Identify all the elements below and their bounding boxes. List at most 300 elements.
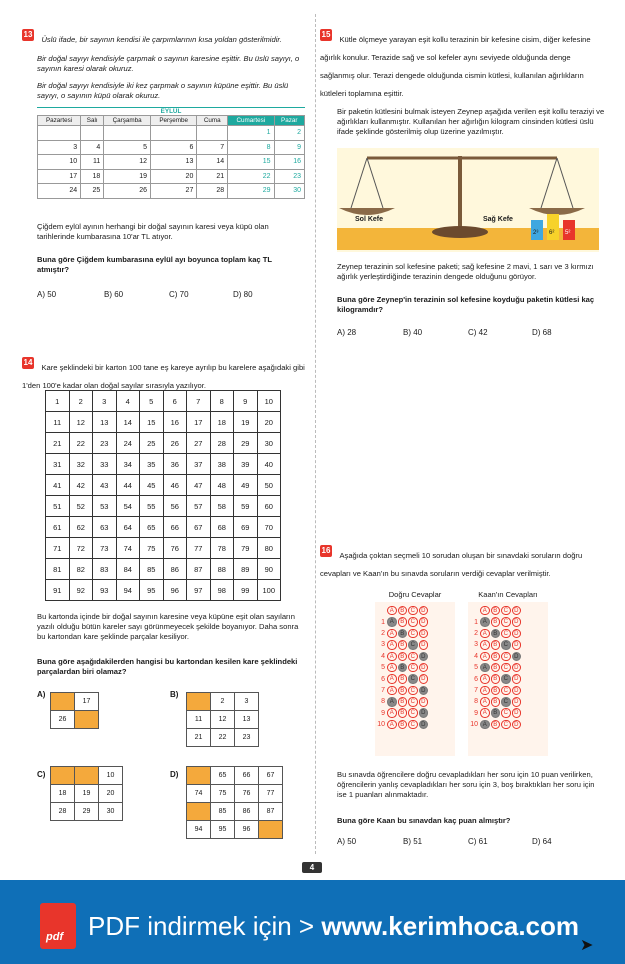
answer-bubble: C [501, 617, 511, 627]
piece-cell: 29 [75, 803, 99, 821]
calendar-day-header: Salı [81, 116, 104, 126]
calendar-cell: 25 [81, 184, 104, 199]
answer-bubble: B [491, 640, 501, 650]
grid-cell: 75 [140, 538, 164, 559]
footer-url[interactable]: www.kerimhoca.com [321, 911, 580, 941]
answer-bubble: B [398, 686, 408, 696]
grid-cell: 13 [93, 412, 117, 433]
answer-row-number: 6 [474, 675, 478, 683]
answer-row [373, 628, 443, 639]
balance-scale-icon [337, 148, 599, 252]
grid-cell: 23 [93, 433, 117, 454]
calendar-cell [151, 126, 197, 141]
cursor-icon: ➤ [580, 937, 594, 954]
grid-cell: 29 [234, 433, 258, 454]
q16-block [320, 545, 605, 581]
answer-bubble: C [501, 686, 511, 696]
answer-bubble: D [512, 697, 522, 707]
q15-block [320, 29, 605, 137]
calendar-day-header: Pazartesi [38, 116, 81, 126]
choice-bubble: C [501, 606, 511, 616]
grid-cell: 94 [116, 580, 140, 601]
grid-cell: 80 [257, 538, 281, 559]
grid-cell: 61 [46, 517, 70, 538]
piece-cell: 85 [211, 803, 235, 821]
q15-intro: Kütle ölçmeye yarayan eşit kollu terazinin bir kefesine cisim, diğer kefesine ağırlık konulur. Terazide sağ ve sol kefeler aynı seviyede olduğunda denge sağlanmış olur. Terazi dengede olduğunda cismin kütlesi, kullanılan ağırlıkların kütleleri toplamına eşittir. [320, 35, 591, 98]
grid-cell: 67 [187, 517, 211, 538]
piece-cell: 94 [187, 821, 211, 839]
grid-cell: 84 [116, 559, 140, 580]
grid-cell: 33 [93, 454, 117, 475]
answer-bubble: A [480, 686, 490, 696]
calendar-cell: 10 [38, 155, 81, 170]
answer-bubble: A [387, 686, 397, 696]
answer-bubble: A [387, 629, 397, 639]
grid-cell: 4 [116, 391, 140, 412]
answer-bubble: C [408, 652, 418, 662]
answer-bubble: C [408, 686, 418, 696]
grid-cell: 10 [257, 391, 281, 412]
q14-block [22, 357, 307, 393]
answer-bubble: D [512, 674, 522, 684]
calendar-cell [197, 126, 228, 141]
answer-bubble: A [387, 674, 397, 684]
calendar-cell: 20 [151, 169, 197, 184]
answer-bubble: A [387, 697, 397, 707]
piece-cell: 87 [259, 803, 283, 821]
answer-bubble: B [491, 686, 501, 696]
choice-bubble: D [512, 606, 522, 616]
answer-row-number: 4 [381, 652, 385, 660]
calendar-cell: 14 [197, 155, 228, 170]
answer-bubble: A [480, 663, 490, 673]
piece-cell: 12 [211, 711, 235, 729]
q16-option-b[interactable]: B) 51 [403, 837, 423, 846]
grid-cell: 88 [210, 559, 234, 580]
piece-cell: 76 [235, 785, 259, 803]
piece-cell: 86 [235, 803, 259, 821]
answer-row [466, 639, 536, 650]
grid-cell: 58 [210, 496, 234, 517]
calendar-cell [104, 126, 151, 141]
piece-cell: 2 [211, 693, 235, 711]
q13-body: Çiğdem eylül ayının herhangi bir doğal sayının karesi veya küpü olan tarihlerinde kumbarasına 10'ar TL atıyor. [37, 222, 269, 241]
grid-cell: 76 [163, 538, 187, 559]
answer-row-number: 5 [474, 664, 478, 672]
grid-cell: 74 [116, 538, 140, 559]
q16-number: 16 [321, 546, 331, 555]
calendar-cell: 1 [228, 126, 274, 141]
number-grid [45, 390, 281, 601]
choice-bubble: A [387, 606, 397, 616]
weight-red: 5² [565, 230, 571, 236]
piece-cell: 96 [235, 821, 259, 839]
q16-question: Buna göre Kaan bu sınavdan kaç puan almıştır? [337, 816, 511, 825]
q13-option-d[interactable]: D) 80 [233, 290, 253, 299]
grid-cell: 50 [257, 475, 281, 496]
q14-question: Buna göre aşağıdakilerden hangisi bu kartondan kesilen kare şeklindeki parçalardan biri olamaz? [37, 657, 298, 676]
grid-cell: 63 [93, 517, 117, 538]
piece-cell: 77 [259, 785, 283, 803]
grid-cell: 54 [116, 496, 140, 517]
grid-cell: 98 [210, 580, 234, 601]
q13-paragraph-square: Bir doğal sayıyı kendisiyle çarpmak o sayının karesine eşittir. Bu üslü sayıyı, o sayının karesi olarak okuruz. [37, 54, 300, 73]
weight-yellow: 6² [549, 230, 555, 236]
q14-number: 14 [23, 358, 33, 367]
q14-label-b[interactable]: B) [170, 690, 179, 699]
answer-bubble: B [491, 674, 501, 684]
pdf-icon [40, 903, 76, 949]
answer-row-number: 9 [381, 709, 385, 717]
grid-cell: 71 [46, 538, 70, 559]
calendar-day-header: Cumartesi [228, 116, 274, 126]
grid-cell: 38 [210, 454, 234, 475]
piece-cell: 19 [75, 785, 99, 803]
q16-option-d[interactable]: D) 64 [532, 837, 552, 846]
footer-link[interactable] [88, 911, 579, 942]
grid-cell: 5 [140, 391, 164, 412]
calendar-cell: 23 [274, 169, 304, 184]
grid-cell: 11 [46, 412, 70, 433]
answer-bubble: D [512, 629, 522, 639]
piece-cell: 95 [211, 821, 235, 839]
grid-cell: 21 [46, 433, 70, 454]
answer-row [373, 708, 443, 719]
q13-number: 13 [23, 30, 33, 39]
answer-row-number: 3 [381, 641, 385, 649]
calendar-cell: 19 [104, 169, 151, 184]
grid-cell: 57 [187, 496, 211, 517]
answer-bubble: A [480, 720, 490, 730]
grid-cell: 70 [257, 517, 281, 538]
grid-cell: 26 [163, 433, 187, 454]
balance-scene [337, 148, 599, 252]
q15-body: Zeynep terazinin sol kefesine paketi; sağ kefesine 2 mavi, 1 sarı ve 3 kırmızı ağırlık yerleştirdiğinde terazinin dengede olduğunu görüyor. [337, 262, 594, 281]
grid-cell: 3 [93, 391, 117, 412]
calendar-cell: 5 [104, 140, 151, 155]
calendar-cell: 24 [38, 184, 81, 199]
piece-cell [187, 767, 211, 785]
answer-bubble: D [512, 652, 522, 662]
grid-cell: 12 [69, 412, 93, 433]
answer-bubble: D [419, 686, 429, 696]
answer-bubble: A [387, 652, 397, 662]
piece-cell: 20 [99, 785, 123, 803]
grid-cell: 91 [46, 580, 70, 601]
answer-bubble: C [501, 640, 511, 650]
correct-answers-title: Doğru Cevaplar [388, 590, 442, 599]
choice-bubble: D [419, 606, 429, 616]
q15-number: 15 [321, 30, 331, 39]
piece-c[interactable] [50, 766, 123, 821]
choice-bubble: B [398, 606, 408, 616]
piece-cell: 13 [235, 711, 259, 729]
answer-row [373, 673, 443, 684]
answer-bubble: A [387, 617, 397, 627]
calendar-cell: 30 [274, 184, 304, 199]
calendar-cell: 16 [274, 155, 304, 170]
grid-cell: 81 [46, 559, 70, 580]
grid-cell: 69 [234, 517, 258, 538]
answer-bubble: A [480, 652, 490, 662]
grid-cell: 25 [140, 433, 164, 454]
answer-row [466, 616, 536, 627]
footer-plain-text: PDF indirmek için > [88, 911, 322, 941]
grid-cell: 83 [93, 559, 117, 580]
answer-bubble: D [419, 640, 429, 650]
q15-option-d[interactable]: D) 68 [532, 328, 552, 337]
answer-bubble: B [398, 640, 408, 650]
grid-cell: 78 [210, 538, 234, 559]
grid-cell: 53 [93, 496, 117, 517]
grid-cell: 59 [234, 496, 258, 517]
grid-cell: 93 [93, 580, 117, 601]
answer-bubble: D [419, 674, 429, 684]
grid-cell: 92 [69, 580, 93, 601]
answer-bubble: C [501, 652, 511, 662]
answer-row [466, 719, 536, 730]
q15-option-b[interactable]: B) 40 [403, 328, 423, 337]
answer-bubble: A [480, 640, 490, 650]
answer-bubble: C [501, 720, 511, 730]
answer-bubble: A [387, 708, 397, 718]
grid-cell: 73 [93, 538, 117, 559]
answer-bubble: D [512, 640, 522, 650]
calendar-cell: 7 [197, 140, 228, 155]
answer-bubble: B [398, 652, 408, 662]
q15-option-c[interactable]: C) 42 [468, 328, 488, 337]
calendar-cell: 8 [228, 140, 274, 155]
kaan-answers-title: Kaan'ın Cevapları [478, 590, 538, 599]
q15-option-a[interactable]: A) 28 [337, 328, 357, 337]
correct-answer-sheet [373, 605, 443, 730]
answer-bubble: B [491, 663, 501, 673]
q13-option-c[interactable]: C) 70 [169, 290, 189, 299]
answer-bubble: D [419, 708, 429, 718]
calendar-cell: 18 [81, 169, 104, 184]
grid-cell: 99 [234, 580, 258, 601]
answer-bubble: A [480, 697, 490, 707]
q16-option-a[interactable]: A) 50 [337, 837, 357, 846]
calendar-cell [38, 126, 81, 141]
answer-bubble: D [512, 686, 522, 696]
answer-bubble: D [419, 652, 429, 662]
answer-bubble: C [501, 663, 511, 673]
q13-option-a[interactable]: A) 50 [37, 290, 57, 299]
page-top-bar [0, 0, 625, 14]
answer-row [466, 662, 536, 673]
calendar-table [37, 115, 305, 199]
calendar-cell: 2 [274, 126, 304, 141]
grid-cell: 40 [257, 454, 281, 475]
answer-row [373, 651, 443, 662]
piece-cell: 18 [51, 785, 75, 803]
q14-label-c[interactable]: C) [37, 770, 46, 779]
grid-cell: 6 [163, 391, 187, 412]
grid-cell: 96 [163, 580, 187, 601]
q14-label-a[interactable]: A) [37, 690, 46, 699]
piece-cell: 21 [187, 729, 211, 747]
answer-row [466, 628, 536, 639]
q14-intro: Kare şeklindeki bir karton 100 tane eş kareye ayrılıp bu karelere aşağıdaki gibi 1'den 100'e kadar olan doğal sayılar sırasıyla yazılıyor. [22, 363, 305, 390]
answer-row-number: 2 [474, 629, 478, 637]
grid-cell: 37 [187, 454, 211, 475]
piece-cell: 67 [259, 767, 283, 785]
answer-bubble: C [408, 663, 418, 673]
grid-cell: 32 [69, 454, 93, 475]
answer-bubble: C [501, 708, 511, 718]
q13-question: Buna göre Çiğdem kumbarasına eylül ayı boyunca toplam kaç TL atmıştır? [37, 255, 272, 274]
q14-body: Bu kartonda içinde bir doğal sayının karesine veya küpüne eşit olan sayıların yazılı olduğu bütün kareler sayı görünmeyecek şekilde boyanıyor. Daha sonra bu kartondan kare şeklinde parçalar kesiliyor. [37, 612, 299, 641]
calendar-cell: 21 [197, 169, 228, 184]
q13-block [22, 29, 307, 101]
answer-bubble: C [408, 640, 418, 650]
calendar-cell: 3 [38, 140, 81, 155]
grid-cell: 60 [257, 496, 281, 517]
grid-cell: 44 [116, 475, 140, 496]
answer-row [373, 616, 443, 627]
answer-row-number: 1 [474, 618, 478, 626]
grid-cell: 90 [257, 559, 281, 580]
grid-cell: 62 [69, 517, 93, 538]
grid-cell: 87 [187, 559, 211, 580]
grid-cell: 24 [116, 433, 140, 454]
answer-bubble: C [408, 720, 418, 730]
answer-bubble: C [408, 708, 418, 718]
grid-cell: 39 [234, 454, 258, 475]
grid-cell: 72 [69, 538, 93, 559]
answer-bubble: D [419, 617, 429, 627]
grid-cell: 1 [46, 391, 70, 412]
answer-row-number: 6 [381, 675, 385, 683]
grid-cell: 97 [187, 580, 211, 601]
grid-cell: 22 [69, 433, 93, 454]
answer-bubble: D [512, 720, 522, 730]
column-divider [315, 14, 316, 854]
grid-cell: 55 [140, 496, 164, 517]
piece-cell [187, 693, 211, 711]
q16-intro: Aşağıda çoktan seçmeli 10 sorudan oluşan bir sınavdaki soruların doğru cevapları ve Kaan'ın bu sınavda soruların verdiği cevaplar verilmiştir. [320, 551, 583, 578]
answer-bubble: A [480, 617, 490, 627]
answer-row [466, 651, 536, 662]
answer-bubble: B [491, 720, 501, 730]
grid-cell: 95 [140, 580, 164, 601]
grid-cell: 46 [163, 475, 187, 496]
calendar-cell: 11 [81, 155, 104, 170]
answer-bubble: A [480, 674, 490, 684]
grid-cell: 48 [210, 475, 234, 496]
page-number: 4 [302, 862, 322, 873]
answer-row-number: 1 [381, 618, 385, 626]
answer-row [373, 662, 443, 673]
answer-bubble: A [387, 640, 397, 650]
grid-cell: 41 [46, 475, 70, 496]
grid-cell: 64 [116, 517, 140, 538]
grid-cell: 66 [163, 517, 187, 538]
grid-cell: 35 [140, 454, 164, 475]
piece-cell: 28 [51, 803, 75, 821]
grid-cell: 86 [163, 559, 187, 580]
answer-bubble: D [512, 663, 522, 673]
calendar-cell [81, 126, 104, 141]
grid-cell: 14 [116, 412, 140, 433]
grid-cell: 45 [140, 475, 164, 496]
piece-a[interactable] [50, 692, 99, 729]
grid-cell: 100 [257, 580, 281, 601]
q16-option-c[interactable]: C) 61 [468, 837, 488, 846]
calendar-cell: 4 [81, 140, 104, 155]
answer-bubble: D [419, 697, 429, 707]
grid-cell: 47 [187, 475, 211, 496]
piece-cell: 11 [187, 711, 211, 729]
answer-bubble: B [491, 697, 501, 707]
answer-bubble: D [419, 663, 429, 673]
q13-intro: Üslü ifade, bir sayının kendisi ile çarpımlarının kısa yoldan gösterilmidir. [41, 35, 282, 44]
calendar-cell: 15 [228, 155, 274, 170]
grid-cell: 9 [234, 391, 258, 412]
answer-row [466, 685, 536, 696]
answer-row-number: 5 [381, 664, 385, 672]
pdf-icon-label: pdf [46, 931, 64, 943]
grid-cell: 17 [187, 412, 211, 433]
answer-bubble: B [398, 708, 408, 718]
grid-cell: 56 [163, 496, 187, 517]
calendar-title: EYLÜL [37, 107, 305, 115]
calendar-cell: 28 [197, 184, 228, 199]
calendar-day-header: Pazar [274, 116, 304, 126]
answer-bubble: B [491, 629, 501, 639]
answer-row [373, 639, 443, 650]
piece-cell: 22 [211, 729, 235, 747]
calendar-cell: 9 [274, 140, 304, 155]
grid-cell: 2 [69, 391, 93, 412]
answer-row-number: 4 [474, 652, 478, 660]
grid-cell: 8 [210, 391, 234, 412]
answer-bubble: B [398, 617, 408, 627]
calendar-cell: 22 [228, 169, 274, 184]
q13-option-b[interactable]: B) 60 [104, 290, 124, 299]
answer-row [466, 673, 536, 684]
grid-cell: 42 [69, 475, 93, 496]
q15-question: Buna göre Zeynep'in terazinin sol kefesine koyduğu paketin kütlesi kaç kilogramdır? [337, 295, 595, 314]
q14-label-d[interactable]: D) [170, 770, 179, 779]
piece-cell: 26 [51, 711, 75, 729]
piece-cell: 75 [211, 785, 235, 803]
answer-bubble: D [419, 629, 429, 639]
answer-bubble: B [398, 629, 408, 639]
answer-bubble: A [480, 629, 490, 639]
calendar-cell: 12 [104, 155, 151, 170]
piece-b[interactable] [186, 692, 259, 747]
grid-cell: 28 [210, 433, 234, 454]
grid-cell: 18 [210, 412, 234, 433]
answer-bubble: B [491, 708, 501, 718]
grid-cell: 31 [46, 454, 70, 475]
grid-cell: 20 [257, 412, 281, 433]
answer-bubble: A [387, 663, 397, 673]
grid-cell: 77 [187, 538, 211, 559]
grid-cell: 68 [210, 517, 234, 538]
answer-bubble: B [398, 674, 408, 684]
piece-cell [259, 821, 283, 839]
grid-cell: 52 [69, 496, 93, 517]
calendar-day-header: Çarşamba [104, 116, 151, 126]
piece-d[interactable] [186, 766, 283, 839]
answer-row-number: 10 [377, 721, 385, 729]
grid-cell: 19 [234, 412, 258, 433]
choice-bubble: C [408, 606, 418, 616]
answer-row-number: 9 [474, 709, 478, 717]
